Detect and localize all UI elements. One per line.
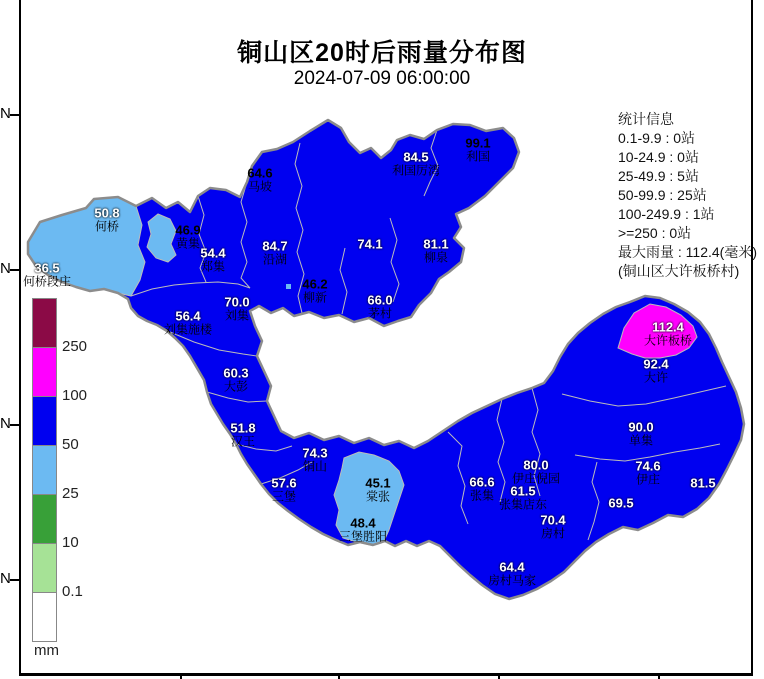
station-value: 45.1 xyxy=(365,475,391,491)
station-value: 81.5 xyxy=(690,475,716,491)
stats-line: >=250 : 0站 xyxy=(618,225,692,241)
station-value: 74.1 xyxy=(357,236,383,252)
station-value: 56.4 xyxy=(175,308,201,324)
station-name: 大许板桥 xyxy=(643,333,693,348)
station-value: 66.0 xyxy=(367,292,393,308)
x-axis-line xyxy=(19,673,753,676)
legend-cell xyxy=(33,593,56,641)
station-name: 利国厉湾 xyxy=(391,163,441,178)
legend-boundary-label: 50 xyxy=(62,436,79,453)
station-value: 57.6 xyxy=(271,475,297,491)
station-name: 黄集 xyxy=(175,236,200,251)
x-tick xyxy=(498,675,500,679)
station-name: 伊庄倪园 xyxy=(511,471,561,486)
station-value: 92.4 xyxy=(643,356,669,372)
station-value: 60.3 xyxy=(223,365,249,381)
legend-cell xyxy=(33,446,56,495)
station-name: 何桥段庄 xyxy=(22,274,72,289)
station-name: 棠张 xyxy=(365,489,390,504)
station-name: 大彭 xyxy=(223,379,248,394)
legend-cell xyxy=(33,299,56,348)
stats-line: 最大雨量 : 112.4(毫米) xyxy=(618,244,757,260)
station-value: 46.2 xyxy=(302,276,328,292)
map-title: 铜山区20时后雨量分布图 xyxy=(237,39,527,67)
stats-block xyxy=(618,110,757,281)
station-value: 36.5 xyxy=(34,260,60,276)
station-name: 刘集施楼 xyxy=(163,322,213,337)
x-tick xyxy=(658,675,660,679)
station-value: 84.7 xyxy=(262,238,288,254)
legend-boundary-label: 25 xyxy=(62,485,79,502)
y-tick-label: N xyxy=(0,415,11,432)
stats-line: 0.1-9.9 : 0站 xyxy=(618,130,696,146)
legend-cell xyxy=(33,397,56,446)
station-name: 张集店东 xyxy=(498,497,548,512)
legend-boundary-label: 0.1 xyxy=(62,583,83,600)
station-value: 54.4 xyxy=(200,245,226,261)
stats-line: 100-249.9 : 1站 xyxy=(618,206,715,222)
x-tick xyxy=(338,675,340,679)
station-name: 房村 xyxy=(540,526,565,541)
station-value: 90.0 xyxy=(628,419,654,435)
y-tick-label: N xyxy=(0,260,11,277)
stats-line: (铜山区大许板桥村) xyxy=(618,263,740,279)
y-tick-label: N xyxy=(0,105,11,122)
station-name: 茅村 xyxy=(367,306,392,321)
station-value: 80.0 xyxy=(523,457,549,473)
y-tick xyxy=(10,579,19,581)
y-tick-label: N xyxy=(0,570,11,587)
station-name: 马坡 xyxy=(247,179,272,194)
station-value: 74.3 xyxy=(302,445,328,461)
station-name: 大许 xyxy=(643,370,668,385)
stats-line: 50-99.9 : 25站 xyxy=(618,187,707,203)
station-name: 何桥 xyxy=(94,219,119,234)
station-value: 66.6 xyxy=(469,474,495,490)
legend-unit-label: mm xyxy=(34,642,59,659)
station-name: 铜山 xyxy=(302,459,327,474)
station-name: 三堡胜阳 xyxy=(338,529,388,544)
legend-cell xyxy=(33,544,56,593)
station-value: 112.4 xyxy=(652,319,684,335)
station-value: 70.0 xyxy=(224,294,250,310)
station-value: 70.4 xyxy=(540,512,566,528)
legend-boundary-label: 10 xyxy=(62,534,79,551)
region-heqiao-lightblue xyxy=(28,197,145,296)
station-name: 刘集 xyxy=(224,308,249,323)
station-name: 三堡 xyxy=(271,489,296,504)
station-value: 50.8 xyxy=(94,205,120,221)
map-subtitle: 2024-07-09 06:00:00 xyxy=(293,68,471,89)
station-name: 郑集 xyxy=(200,259,225,274)
station-value: 69.5 xyxy=(608,495,634,511)
x-tick xyxy=(180,675,182,679)
legend-bar xyxy=(32,298,57,642)
y-axis-line xyxy=(19,0,21,675)
lightblue-speck xyxy=(286,284,291,289)
station-value: 99.1 xyxy=(465,135,491,151)
station-value: 51.8 xyxy=(230,420,256,436)
legend-cell xyxy=(33,348,56,397)
legend-boundary-label: 250 xyxy=(62,338,88,355)
y-tick xyxy=(10,269,19,271)
station-name: 柳新 xyxy=(302,290,327,305)
station-name: 房村马家 xyxy=(487,573,537,588)
station-name: 柳泉 xyxy=(423,250,448,265)
stats-line: 10-24.9 : 0站 xyxy=(618,149,699,165)
station-value: 46.9 xyxy=(175,222,201,238)
station-name: 沿湖 xyxy=(262,252,287,267)
station-name: 利国 xyxy=(465,149,490,164)
station-value: 81.1 xyxy=(423,236,449,252)
station-value: 74.6 xyxy=(635,458,661,474)
y-tick xyxy=(10,114,19,116)
station-value: 64.6 xyxy=(247,165,273,181)
station-name: 单集 xyxy=(628,433,653,448)
stats-header: 统计信息 xyxy=(618,111,674,127)
station-value: 61.5 xyxy=(510,483,536,499)
station-name: 汉王 xyxy=(230,434,255,449)
legend-cell xyxy=(33,495,56,544)
station-name: 伊庄 xyxy=(635,472,660,487)
y-tick xyxy=(10,424,19,426)
right-frame-line xyxy=(751,0,753,675)
stats-line: 25-49.9 : 5站 xyxy=(618,168,699,184)
station-value: 64.4 xyxy=(499,559,525,575)
station-value: 48.4 xyxy=(350,515,376,531)
station-name: 张集 xyxy=(469,488,494,503)
station-value: 84.5 xyxy=(403,149,429,165)
legend-boundary-label: 100 xyxy=(62,387,88,404)
